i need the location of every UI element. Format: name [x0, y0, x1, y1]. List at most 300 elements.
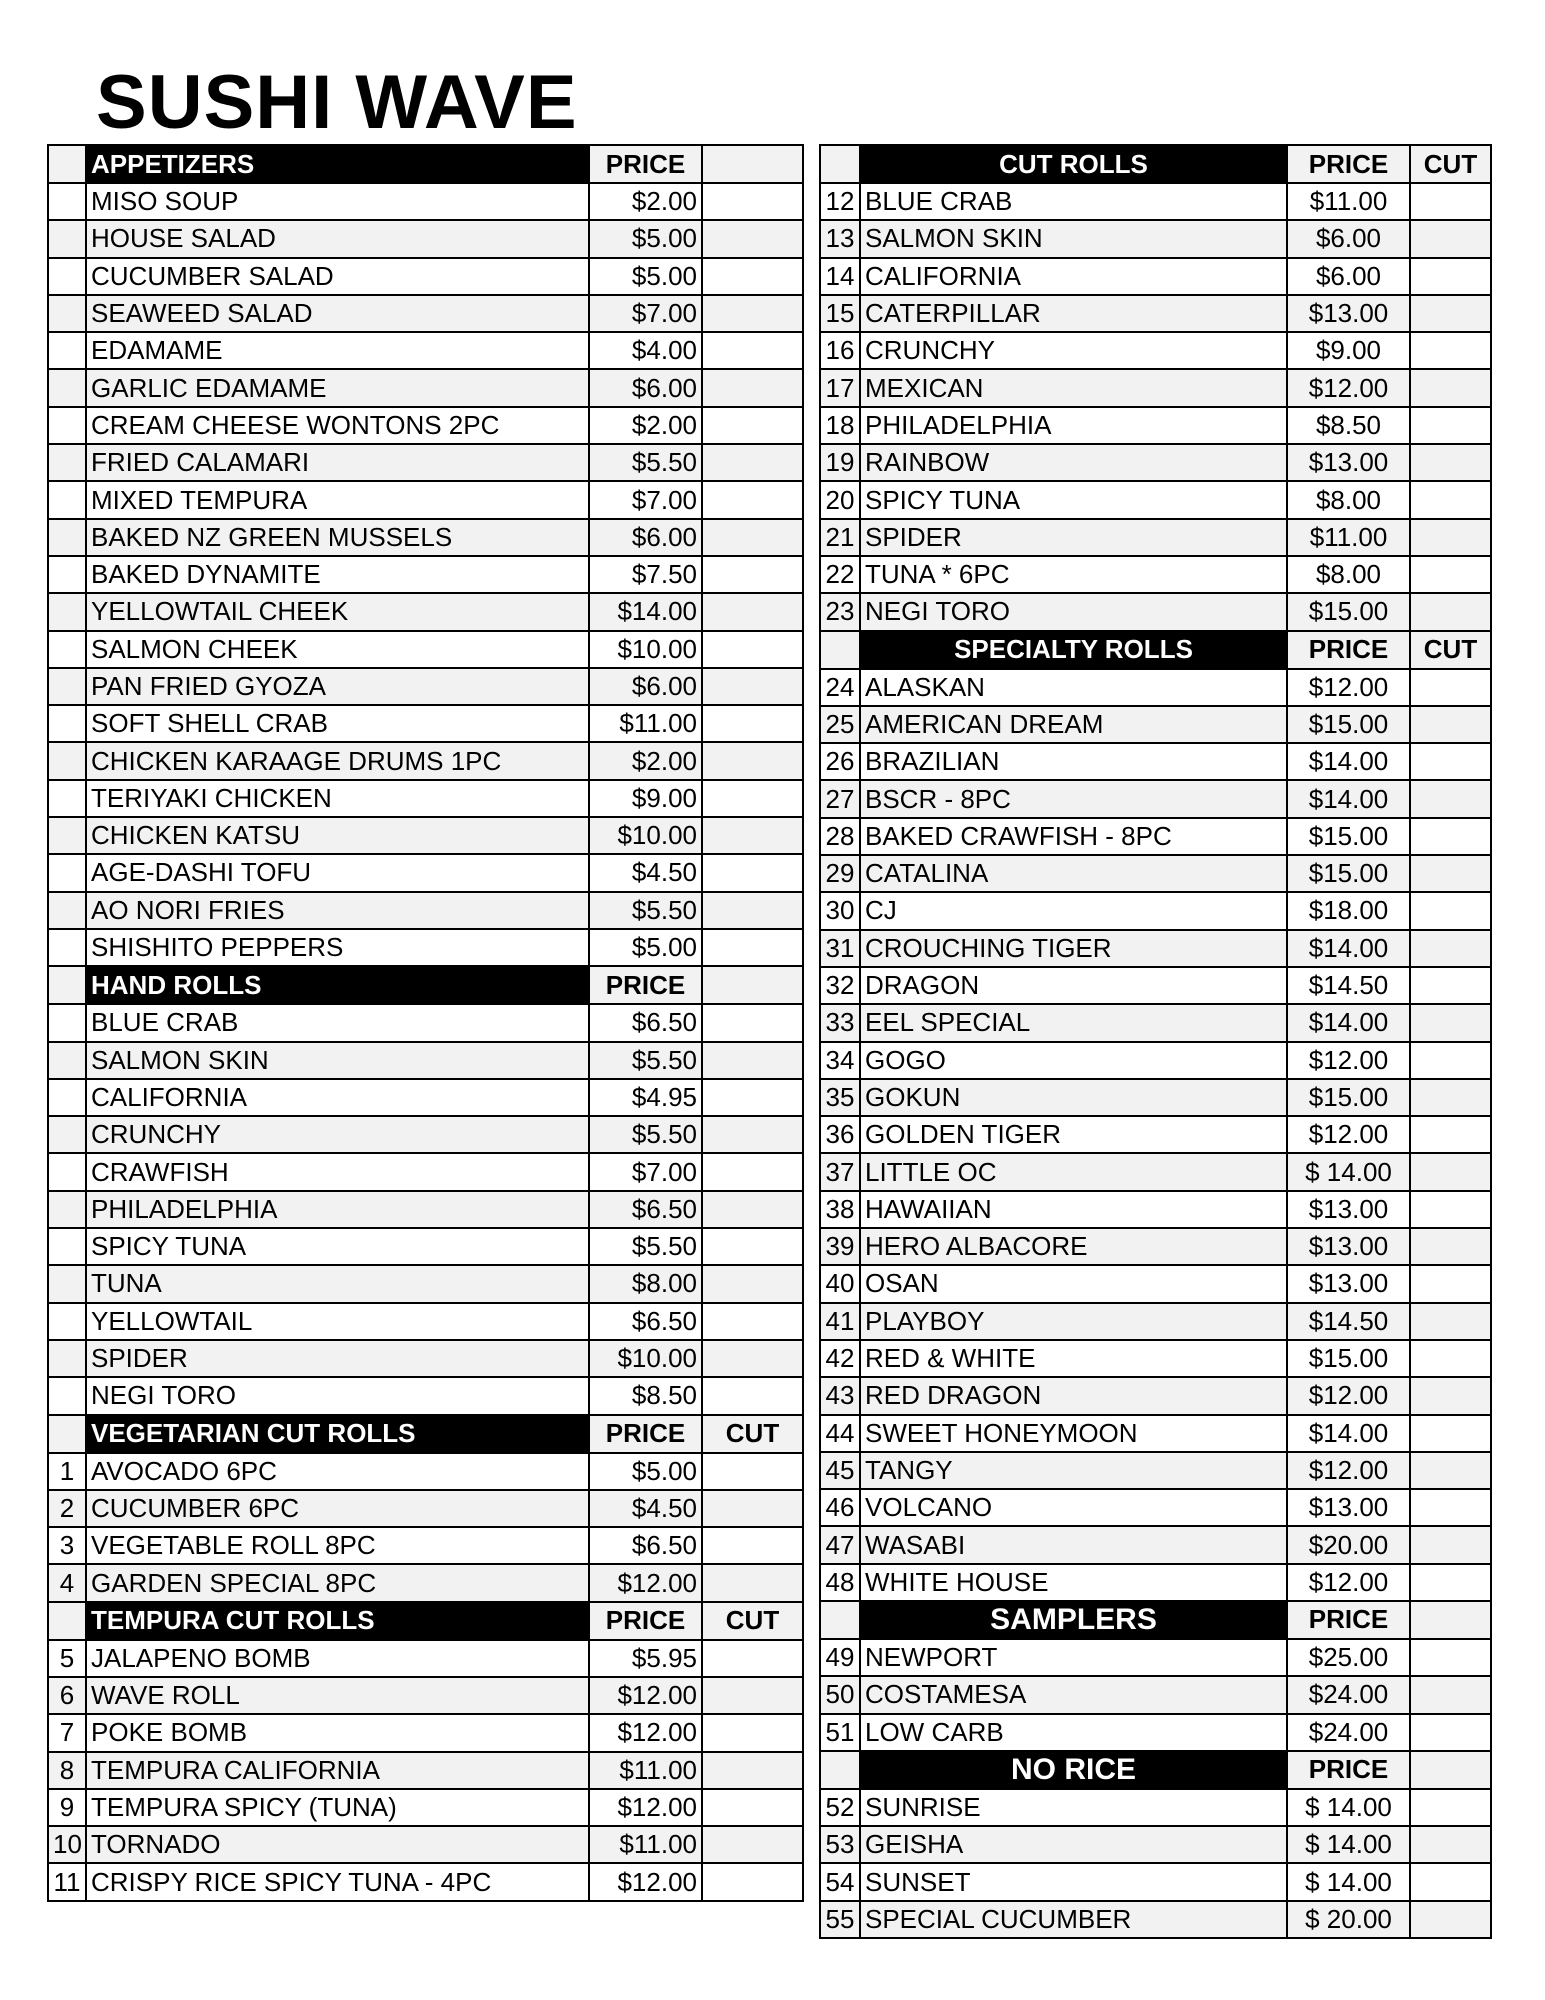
item-cut-cell	[702, 1191, 803, 1228]
item-price: $6.00	[589, 369, 702, 406]
item-number: 48	[820, 1564, 860, 1601]
item-cut-cell	[1410, 295, 1491, 332]
item-name: CRAWFISH	[86, 1153, 589, 1190]
menu-item-row	[48, 631, 803, 668]
item-name: GEISHA	[860, 1826, 1287, 1863]
item-name: TANGY	[860, 1452, 1287, 1489]
item-cut-cell	[702, 407, 803, 444]
item-name: GARDEN SPECIAL 8PC	[86, 1564, 589, 1601]
item-cut-cell	[702, 1228, 803, 1265]
item-name: SHISHITO PEPPERS	[86, 929, 589, 966]
item-price: $15.00	[1287, 1079, 1410, 1116]
cut-column-header: CUT	[702, 1602, 803, 1640]
item-number: 53	[820, 1826, 860, 1863]
item-number: 42	[820, 1340, 860, 1377]
item-price: $14.00	[1287, 1004, 1410, 1041]
item-name: CRISPY RICE SPICY TUNA - 4PC	[86, 1863, 589, 1900]
section-header	[820, 631, 1491, 669]
item-price: $13.00	[1287, 1489, 1410, 1526]
item-name: ALASKAN	[860, 669, 1287, 706]
menu-item-row	[820, 407, 1491, 444]
item-name: SPIDER	[86, 1340, 589, 1377]
item-name: DRAGON	[860, 967, 1287, 1004]
item-number	[48, 780, 86, 817]
item-number	[48, 258, 86, 295]
item-number	[48, 593, 86, 630]
item-number: 28	[820, 818, 860, 855]
item-price: $5.00	[589, 258, 702, 295]
cut-column-header: CUT	[1410, 145, 1491, 183]
item-price: $5.50	[589, 892, 702, 929]
item-number	[48, 1377, 86, 1414]
item-price: $5.50	[589, 444, 702, 481]
menu-item-row	[48, 1640, 803, 1677]
item-cut-cell	[702, 705, 803, 742]
item-number	[48, 1116, 86, 1153]
menu-item-row	[48, 705, 803, 742]
item-price: $5.50	[589, 1116, 702, 1153]
item-name: YELLOWTAIL CHEEK	[86, 593, 589, 630]
item-price: $12.00	[589, 1789, 702, 1826]
item-name: MISO SOUP	[86, 183, 589, 220]
item-name: TORNADO	[86, 1826, 589, 1863]
item-number	[48, 332, 86, 369]
item-price: $6.50	[589, 1004, 702, 1041]
item-cut-cell	[1410, 1228, 1491, 1265]
item-number: 45	[820, 1452, 860, 1489]
section-header	[48, 145, 803, 183]
item-name: LITTLE OC	[860, 1153, 1287, 1190]
item-cut-cell	[1410, 1004, 1491, 1041]
item-cut-cell	[1410, 1526, 1491, 1563]
item-price: $12.00	[1287, 1564, 1410, 1601]
item-number: 26	[820, 743, 860, 780]
menu-item-row	[820, 855, 1491, 892]
item-cut-cell	[1410, 332, 1491, 369]
item-name: CREAM CHEESE WONTONS 2PC	[86, 407, 589, 444]
item-name: WASABI	[860, 1526, 1287, 1563]
item-price: $5.00	[589, 929, 702, 966]
section-header	[820, 1751, 1491, 1789]
item-price: $15.00	[1287, 818, 1410, 855]
menu-item-row	[48, 1340, 803, 1377]
item-name: BRAZILIAN	[860, 743, 1287, 780]
item-cut-cell	[1410, 669, 1491, 706]
item-name: CRUNCHY	[86, 1116, 589, 1153]
item-number: 33	[820, 1004, 860, 1041]
item-name: RED DRAGON	[860, 1377, 1287, 1414]
right-menu-table	[819, 144, 1492, 1939]
section-header	[48, 1602, 803, 1640]
item-cut-cell	[702, 1116, 803, 1153]
item-cut-cell	[702, 220, 803, 257]
item-cut-cell	[702, 631, 803, 668]
item-name: TEMPURA CALIFORNIA	[86, 1752, 589, 1789]
item-price: $15.00	[1287, 1340, 1410, 1377]
item-cut-cell	[1410, 1042, 1491, 1079]
menu-item-row	[48, 1042, 803, 1079]
item-price: $13.00	[1287, 1191, 1410, 1228]
item-number: 15	[820, 295, 860, 332]
item-cut-cell	[702, 1789, 803, 1826]
menu-item-row	[820, 183, 1491, 220]
menu-item-row	[48, 258, 803, 295]
item-name: TEMPURA SPICY (TUNA)	[86, 1789, 589, 1826]
menu-item-row	[820, 1526, 1491, 1563]
item-cut-cell	[1410, 892, 1491, 929]
item-name: NEGI TORO	[86, 1377, 589, 1414]
item-price: $5.50	[589, 1228, 702, 1265]
item-price: $10.00	[589, 1340, 702, 1377]
item-number	[48, 444, 86, 481]
item-price: $5.95	[589, 1640, 702, 1677]
menu-item-row	[820, 1116, 1491, 1153]
item-name: SEAWEED SALAD	[86, 295, 589, 332]
item-cut-cell	[1410, 444, 1491, 481]
item-cut-cell	[702, 817, 803, 854]
row-number-cell	[48, 1415, 86, 1453]
menu-title: SUSHI WAVE	[96, 60, 578, 145]
item-cut-cell	[702, 1527, 803, 1564]
cut-column-header	[702, 145, 803, 183]
item-price: $8.00	[589, 1265, 702, 1302]
item-price: $4.00	[589, 332, 702, 369]
item-name: CROUCHING TIGER	[860, 930, 1287, 967]
item-price: $8.50	[589, 1377, 702, 1414]
item-cut-cell	[1410, 1340, 1491, 1377]
item-name: BAKED DYNAMITE	[86, 556, 589, 593]
item-name: SPIDER	[860, 519, 1287, 556]
menu-item-row	[820, 1042, 1491, 1079]
item-cut-cell	[1410, 1714, 1491, 1751]
cut-column-header	[1410, 1751, 1491, 1789]
item-price: $7.00	[589, 295, 702, 332]
item-cut-cell	[702, 854, 803, 891]
item-price: $2.00	[589, 183, 702, 220]
item-cut-cell	[702, 481, 803, 518]
item-cut-cell	[702, 1826, 803, 1863]
item-name: AGE-DASHI TOFU	[86, 854, 589, 891]
item-name: PHILADELPHIA	[860, 407, 1287, 444]
menu-item-row	[820, 1489, 1491, 1526]
item-cut-cell	[702, 556, 803, 593]
section-header	[820, 145, 1491, 183]
item-price: $12.00	[1287, 1377, 1410, 1414]
item-number: 17	[820, 369, 860, 406]
item-price: $5.00	[589, 1453, 702, 1490]
item-cut-cell	[702, 519, 803, 556]
item-number: 54	[820, 1863, 860, 1900]
item-name: CHICKEN KARAAGE DRUMS 1PC	[86, 742, 589, 779]
item-cut-cell	[702, 593, 803, 630]
item-name: GOGO	[860, 1042, 1287, 1079]
item-name: MEXICAN	[860, 369, 1287, 406]
right-menu-body	[820, 145, 1491, 1938]
item-name: EDAMAME	[86, 332, 589, 369]
menu-item-row	[48, 1303, 803, 1340]
item-name: VOLCANO	[860, 1489, 1287, 1526]
section-header	[48, 966, 803, 1004]
menu-item-row	[48, 1863, 803, 1900]
item-number: 10	[48, 1826, 86, 1863]
item-number: 1	[48, 1453, 86, 1490]
item-price: $14.00	[1287, 1415, 1410, 1452]
item-price: $5.50	[589, 1042, 702, 1079]
item-cut-cell	[702, 295, 803, 332]
item-name: MIXED TEMPURA	[86, 481, 589, 518]
item-price: $10.00	[589, 817, 702, 854]
menu-item-row	[48, 1490, 803, 1527]
item-number: 11	[48, 1863, 86, 1900]
item-cut-cell	[702, 332, 803, 369]
menu-item-row	[48, 407, 803, 444]
item-cut-cell	[702, 1265, 803, 1302]
item-number: 20	[820, 481, 860, 518]
menu-item-row	[820, 369, 1491, 406]
item-price: $14.50	[1287, 967, 1410, 1004]
item-cut-cell	[702, 780, 803, 817]
item-number: 3	[48, 1527, 86, 1564]
menu-item-row	[48, 1564, 803, 1601]
item-price: $6.00	[589, 668, 702, 705]
menu-item-row	[48, 332, 803, 369]
item-name: OSAN	[860, 1265, 1287, 1302]
item-name: TUNA	[86, 1265, 589, 1302]
section-title: VEGETARIAN CUT ROLLS	[86, 1415, 589, 1453]
item-number	[48, 369, 86, 406]
item-price: $6.00	[1287, 220, 1410, 257]
item-number: 31	[820, 930, 860, 967]
item-price: $12.00	[1287, 669, 1410, 706]
menu-item-row	[48, 742, 803, 779]
menu-item-row	[820, 1340, 1491, 1377]
item-name: CATERPILLAR	[860, 295, 1287, 332]
item-cut-cell	[1410, 1191, 1491, 1228]
item-number	[48, 1042, 86, 1079]
row-number-cell	[48, 1602, 86, 1640]
item-number	[48, 295, 86, 332]
menu-item-row	[48, 1265, 803, 1302]
menu-item-row	[820, 1639, 1491, 1676]
item-price: $6.50	[589, 1191, 702, 1228]
item-number: 7	[48, 1714, 86, 1751]
item-price: $12.00	[1287, 1042, 1410, 1079]
row-number-cell	[820, 631, 860, 669]
item-number: 55	[820, 1901, 860, 1938]
item-name: COSTAMESA	[860, 1676, 1287, 1713]
item-name: SWEET HONEYMOON	[860, 1415, 1287, 1452]
item-name: SALMON SKIN	[860, 220, 1287, 257]
item-name: WHITE HOUSE	[860, 1564, 1287, 1601]
item-price: $6.00	[589, 519, 702, 556]
item-cut-cell	[1410, 1489, 1491, 1526]
item-number: 30	[820, 892, 860, 929]
menu-item-row	[820, 1676, 1491, 1713]
item-number	[48, 220, 86, 257]
item-name: BAKED NZ GREEN MUSSELS	[86, 519, 589, 556]
item-cut-cell	[702, 1079, 803, 1116]
price-column-header: PRICE	[589, 1415, 702, 1453]
menu-item-row	[820, 1303, 1491, 1340]
item-cut-cell	[1410, 481, 1491, 518]
item-name: SOFT SHELL CRAB	[86, 705, 589, 742]
menu-item-row	[48, 369, 803, 406]
item-cut-cell	[1410, 556, 1491, 593]
item-cut-cell	[702, 1153, 803, 1190]
item-name: BLUE CRAB	[86, 1004, 589, 1041]
menu-item-row	[48, 295, 803, 332]
item-price: $18.00	[1287, 892, 1410, 929]
item-number	[48, 1079, 86, 1116]
item-number: 49	[820, 1639, 860, 1676]
item-name: SUNRISE	[860, 1789, 1287, 1826]
item-number: 22	[820, 556, 860, 593]
item-price: $14.00	[1287, 930, 1410, 967]
item-price: $25.00	[1287, 1639, 1410, 1676]
section-title: SAMPLERS	[860, 1601, 1287, 1639]
item-name: CUCUMBER SALAD	[86, 258, 589, 295]
menu-item-row	[48, 1004, 803, 1041]
item-price: $11.00	[1287, 519, 1410, 556]
item-name: HOUSE SALAD	[86, 220, 589, 257]
section-title: APPETIZERS	[86, 145, 589, 183]
item-price: $13.00	[1287, 444, 1410, 481]
item-name: CHICKEN KATSU	[86, 817, 589, 854]
item-price: $11.00	[589, 1826, 702, 1863]
item-number: 36	[820, 1116, 860, 1153]
item-number	[48, 1303, 86, 1340]
item-price: $12.00	[589, 1714, 702, 1751]
item-number	[48, 892, 86, 929]
item-name: NEWPORT	[860, 1639, 1287, 1676]
item-cut-cell	[1410, 258, 1491, 295]
item-cut-cell	[1410, 220, 1491, 257]
left-menu-table	[47, 144, 804, 1902]
menu-item-row	[820, 818, 1491, 855]
item-cut-cell	[702, 1564, 803, 1601]
item-cut-cell	[1410, 1153, 1491, 1190]
menu-item-row	[48, 1116, 803, 1153]
item-name: BLUE CRAB	[860, 183, 1287, 220]
menu-item-row	[820, 332, 1491, 369]
item-number	[48, 742, 86, 779]
menu-item-row	[820, 706, 1491, 743]
item-number: 13	[820, 220, 860, 257]
menu-item-row	[820, 295, 1491, 332]
item-name: PAN FRIED GYOZA	[86, 668, 589, 705]
item-number: 34	[820, 1042, 860, 1079]
menu-item-row	[48, 817, 803, 854]
item-cut-cell	[702, 742, 803, 779]
menu-item-row	[48, 183, 803, 220]
menu-item-row	[820, 1153, 1491, 1190]
item-name: SPECIAL CUCUMBER	[860, 1901, 1287, 1938]
item-name: CUCUMBER 6PC	[86, 1490, 589, 1527]
item-cut-cell	[1410, 706, 1491, 743]
item-cut-cell	[1410, 1415, 1491, 1452]
price-column-header: PRICE	[589, 145, 702, 183]
item-name: CRUNCHY	[860, 332, 1287, 369]
section-header	[820, 1601, 1491, 1639]
menu-item-row	[820, 1377, 1491, 1414]
item-name: JALAPENO BOMB	[86, 1640, 589, 1677]
item-number: 12	[820, 183, 860, 220]
item-cut-cell	[1410, 407, 1491, 444]
price-column-header: PRICE	[1287, 145, 1410, 183]
menu-item-row	[820, 669, 1491, 706]
item-number: 39	[820, 1228, 860, 1265]
item-number: 14	[820, 258, 860, 295]
item-name: FRIED CALAMARI	[86, 444, 589, 481]
item-price: $12.00	[589, 1677, 702, 1714]
item-cut-cell	[702, 1714, 803, 1751]
item-cut-cell	[702, 1490, 803, 1527]
item-cut-cell	[1410, 369, 1491, 406]
item-price: $8.50	[1287, 407, 1410, 444]
menu-item-row	[820, 1826, 1491, 1863]
item-name: TERIYAKI CHICKEN	[86, 780, 589, 817]
item-name: RED & WHITE	[860, 1340, 1287, 1377]
menu-item-row	[820, 444, 1491, 481]
item-number	[48, 668, 86, 705]
menu-item-row	[48, 1153, 803, 1190]
item-number	[48, 854, 86, 891]
item-cut-cell	[702, 1340, 803, 1377]
item-cut-cell	[1410, 1863, 1491, 1900]
item-price: $13.00	[1287, 1265, 1410, 1302]
item-number	[48, 631, 86, 668]
item-name: CALIFORNIA	[860, 258, 1287, 295]
item-cut-cell	[1410, 1079, 1491, 1116]
menu-item-row	[48, 1079, 803, 1116]
menu-item-row	[48, 780, 803, 817]
item-number: 19	[820, 444, 860, 481]
item-price: $13.00	[1287, 1228, 1410, 1265]
price-column-header: PRICE	[1287, 1751, 1410, 1789]
item-name: EEL SPECIAL	[860, 1004, 1287, 1041]
item-price: $ 14.00	[1287, 1826, 1410, 1863]
menu-item-row	[820, 556, 1491, 593]
item-price: $12.00	[1287, 369, 1410, 406]
item-price: $15.00	[1287, 593, 1410, 630]
item-number	[48, 556, 86, 593]
menu-item-row	[820, 258, 1491, 295]
menu-item-row	[820, 1415, 1491, 1452]
item-cut-cell	[1410, 519, 1491, 556]
item-price: $4.50	[589, 854, 702, 891]
item-name: AMERICAN DREAM	[860, 706, 1287, 743]
item-name: NEGI TORO	[860, 593, 1287, 630]
item-number	[48, 407, 86, 444]
item-name: PHILADELPHIA	[86, 1191, 589, 1228]
item-price: $14.00	[589, 593, 702, 630]
menu-item-row	[820, 1228, 1491, 1265]
item-number: 47	[820, 1526, 860, 1563]
menu-item-row	[820, 1452, 1491, 1489]
price-column-header: PRICE	[1287, 1601, 1410, 1639]
row-number-cell	[48, 145, 86, 183]
menu-item-row	[820, 892, 1491, 929]
menu-item-row	[820, 481, 1491, 518]
item-cut-cell	[1410, 818, 1491, 855]
menu-item-row	[820, 519, 1491, 556]
menu-item-row	[820, 593, 1491, 630]
cut-column-header: CUT	[702, 1415, 803, 1453]
item-number	[48, 1265, 86, 1302]
section-title: NO RICE	[860, 1751, 1287, 1789]
item-name: SALMON CHEEK	[86, 631, 589, 668]
item-name: SALMON SKIN	[86, 1042, 589, 1079]
